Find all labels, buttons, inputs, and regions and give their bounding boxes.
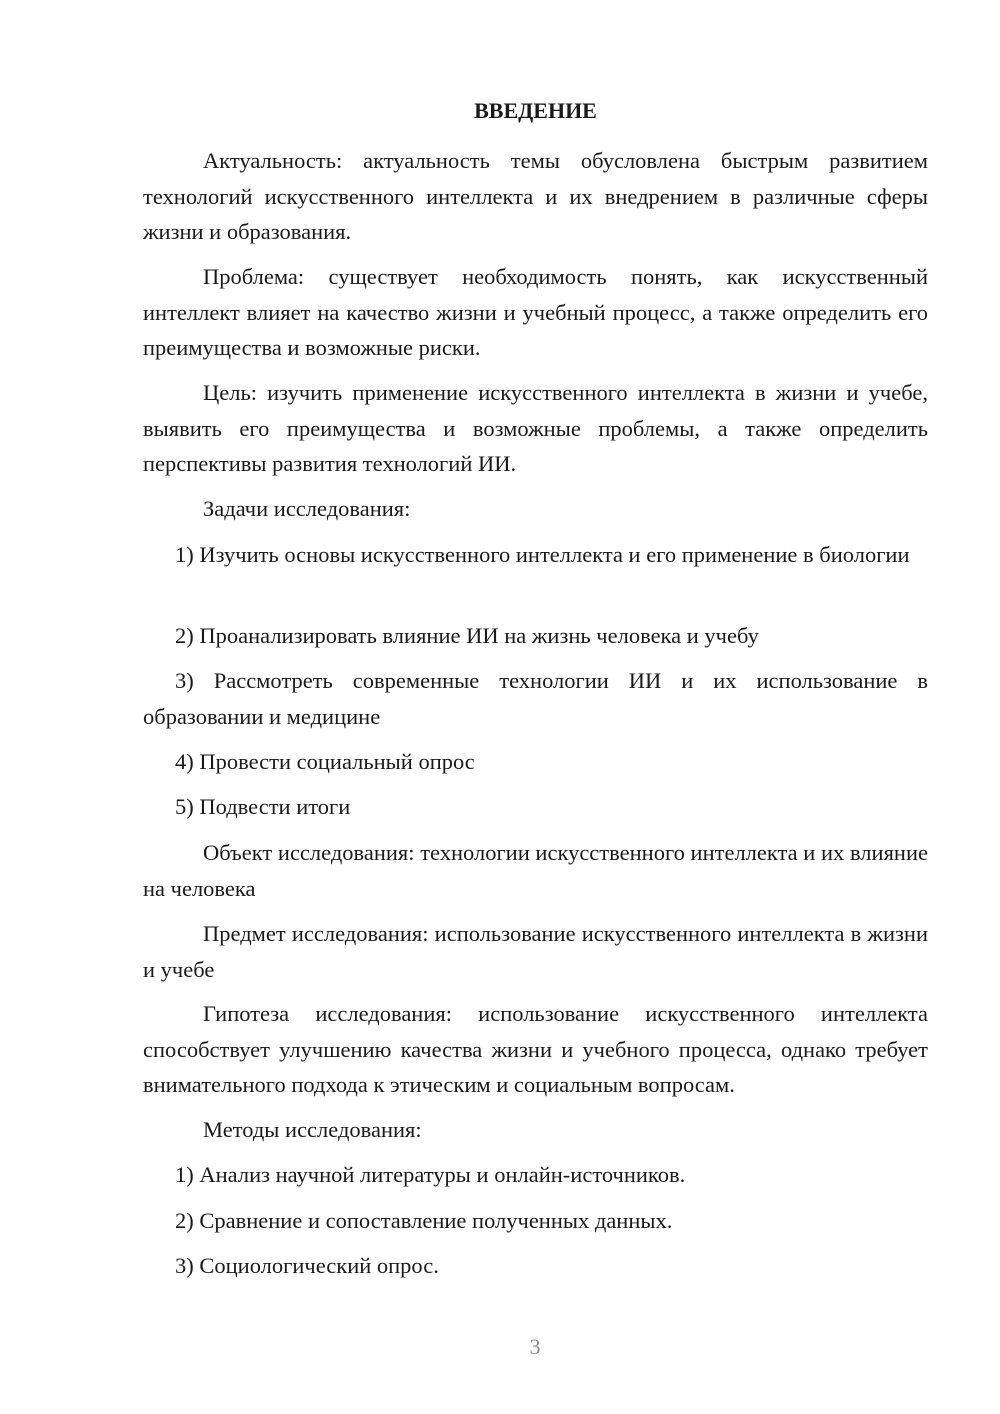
paragraph-relevance: Актуальность: актуальность темы обусловлена быстрым развитием технологий искусственного интеллекта и их внедрением в различные сферы жизни и образования. xyxy=(143,148,928,244)
list-item-method-2: 2) Сравнение и сопоставление полученных данных. xyxy=(175,1208,673,1233)
section-heading: ВВЕДЕНИЕ xyxy=(474,98,597,123)
paragraph-goal: Цель: изучить применение искусственного интеллекта в жизни и учебе, выявить его преимущества и возможные проблемы, а также определить перспективы развития технологий ИИ. xyxy=(143,380,928,476)
list-item-task-2: 2) Проанализировать влияние ИИ на жизнь человека и учебу xyxy=(175,623,759,648)
paragraph-problem: Проблема: существует необходимость понять, как искусственный интеллект влияет на качество жизни и учебный процесс, а также определить его преимущества и возможные риски. xyxy=(143,264,928,360)
page-number: 3 xyxy=(529,1334,541,1359)
list-item-task-3: 3) Рассмотреть современные технологии ИИ и их использование в образовании и медицине xyxy=(143,668,928,729)
list-item-method-3: 3) Социологический опрос. xyxy=(175,1253,439,1278)
list-item-method-1: 1) Анализ научной литературы и онлайн-источников. xyxy=(175,1162,686,1187)
paragraph-methods-heading: Методы исследования: xyxy=(203,1117,422,1142)
paragraph-object: Объект исследования: технологии искусственного интеллекта и их влияние на человека xyxy=(143,840,928,901)
paragraph-subject: Предмет исследования: использование искусственного интеллекта в жизни и учебе xyxy=(143,921,928,982)
list-item-task-5: 5) Подвести итоги xyxy=(175,794,351,819)
list-item-task-4: 4) Провести социальный опрос xyxy=(175,749,475,774)
list-item-task-1: 1) Изучить основы искусственного интеллекта и его применение в биологии xyxy=(175,542,910,567)
paragraph-hypothesis: Гипотеза исследования: использование искусственного интеллекта способствует улучшению качества жизни и учебного процесса, однако требует внимательного подхода к этическим и социальным вопросам. xyxy=(143,1001,928,1097)
paragraph-tasks-heading: Задачи исследования: xyxy=(203,496,411,521)
